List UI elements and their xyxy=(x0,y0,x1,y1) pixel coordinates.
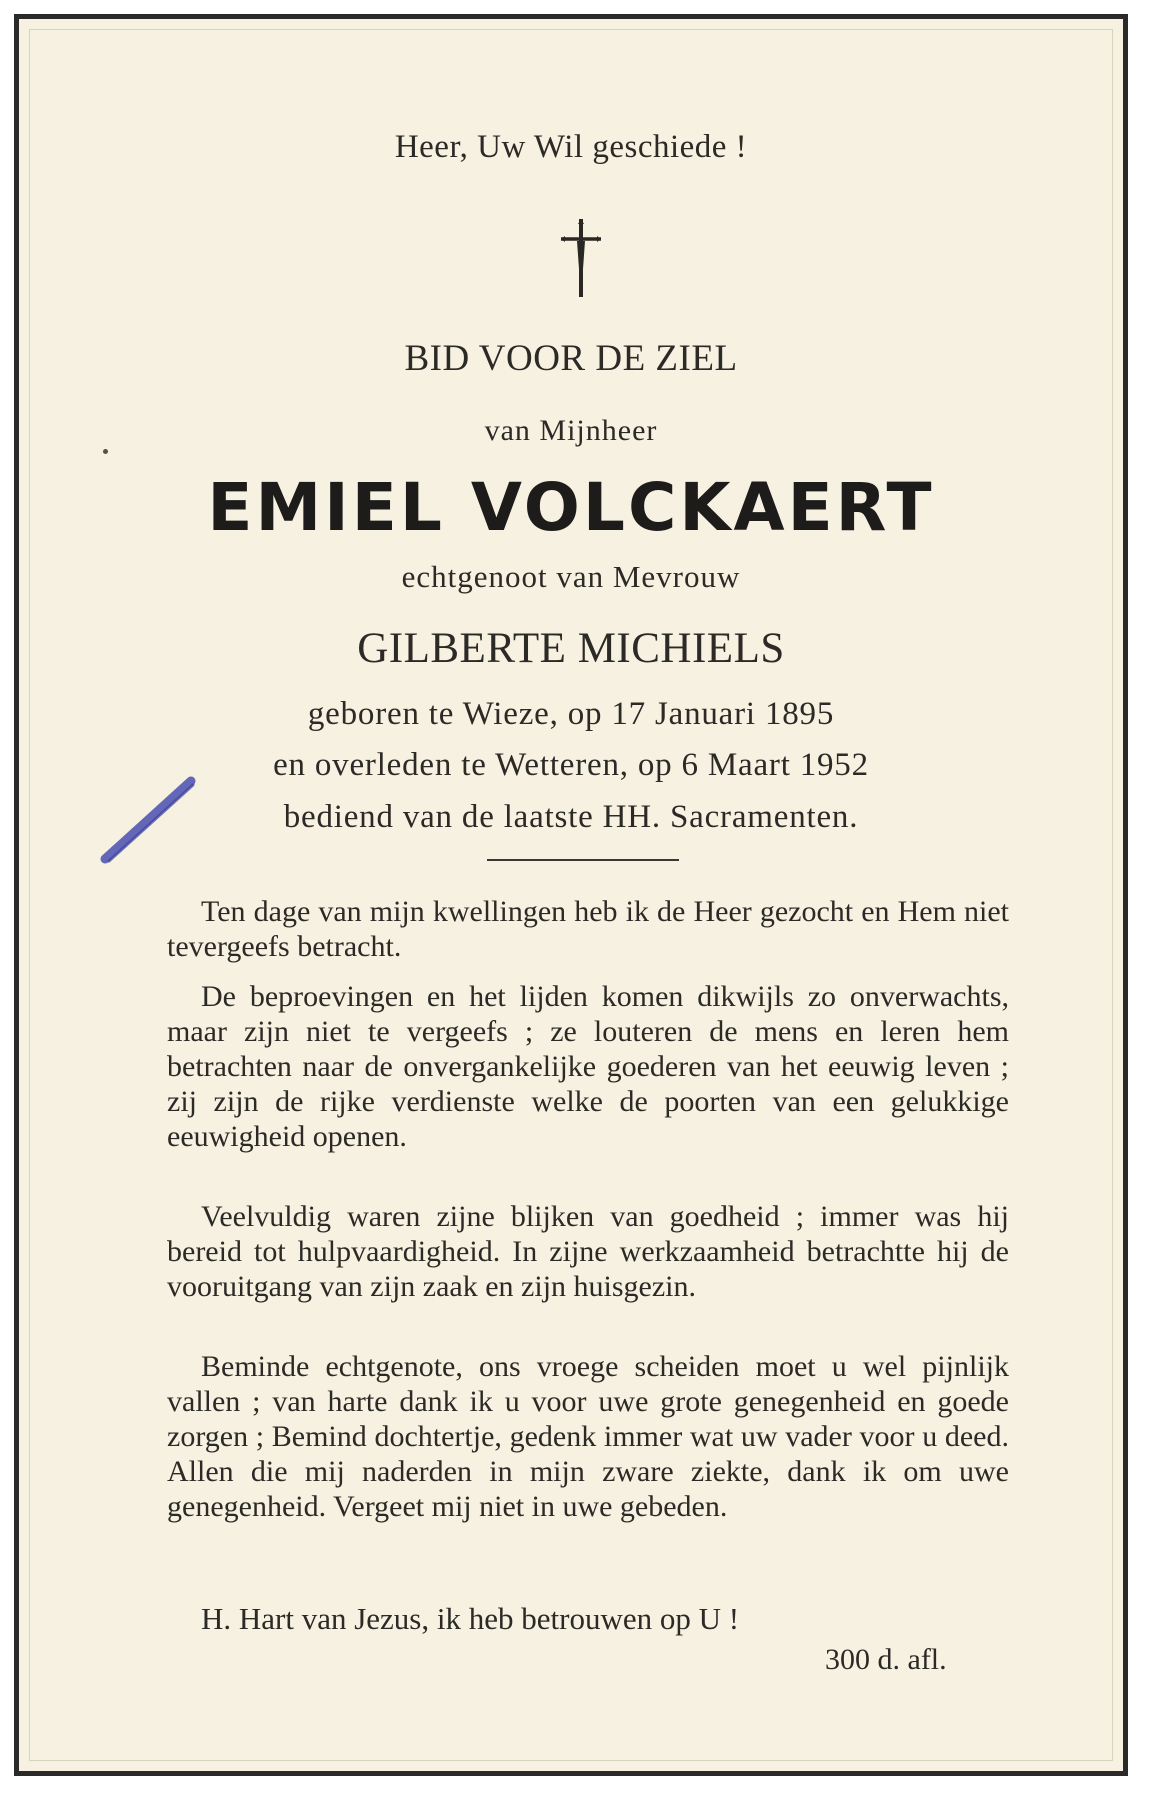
motto: Heer, Uw Wil geschiede ! xyxy=(394,129,748,165)
text-paragraph: Veelvuldig waren zijne blijken van goedheid ; immer was hij bereid tot hulpvaardigheid. In zijne werkzaamheid betrachtte hij de vooruitgang van zijn zaak en zijn huisgezin. xyxy=(167,1200,1009,1303)
pen-stroke-mark xyxy=(99,771,199,876)
divider-rule xyxy=(487,859,679,861)
birth-line: geboren te Wieze, op 17 Januari 1895 xyxy=(307,696,835,732)
ink-speck xyxy=(103,449,108,454)
cross-icon xyxy=(559,217,603,304)
indulgence-note: 300 d. afl. xyxy=(825,1643,947,1676)
deceased-name: EMIEL VOLCKAERT xyxy=(207,469,935,546)
text-paragraph: De beproevingen en het lijden komen dikwijls zo onverwachts, maar zijn niet te vergeefs ; ze louteren de mens en leren hem betrachten naar de onvergankelijke goederen van het eeuwig leven ; zij zijn de rijke verdienste welke de poorten van een gelukkige eeuwigheid openen. xyxy=(167,980,1009,1153)
spouse-intro: echtgenoot van Mevrouw xyxy=(401,559,741,594)
name-prefix: van Mijnheer xyxy=(484,414,658,447)
text-paragraph: Beminde echtgenote, ons vroege scheiden moet u wel pijnlijk vallen ; van harte dank ik u voor uwe grote genegenheid en goede zorgen ; Bemind dochtertje, gedenk immer wat uw vader voor u deed. Allen die mij naderden in mijn zware ziekte, dank ik om uwe genegenheid. Vergeet mij niet in uwe gebeden. xyxy=(167,1350,1009,1523)
sacraments-line: bediend van de laatste HH. Sacramenten. xyxy=(283,799,859,835)
death-line: en overleden te Wetteren, op 6 Maart 1952 xyxy=(273,747,869,783)
prayer-heading: BID VOOR DE ZIEL xyxy=(404,338,738,379)
spouse-name: GILBERTE MICHIELS xyxy=(357,625,785,672)
closing-prayer: H. Hart van Jezus, ik heb betrouwen op U ! xyxy=(201,1601,740,1636)
memorial-card xyxy=(14,14,1128,1776)
text-paragraph: Ten dage van mijn kwellingen heb ik de Heer gezocht en Hem niet tevergeefs betracht. xyxy=(167,895,1009,963)
